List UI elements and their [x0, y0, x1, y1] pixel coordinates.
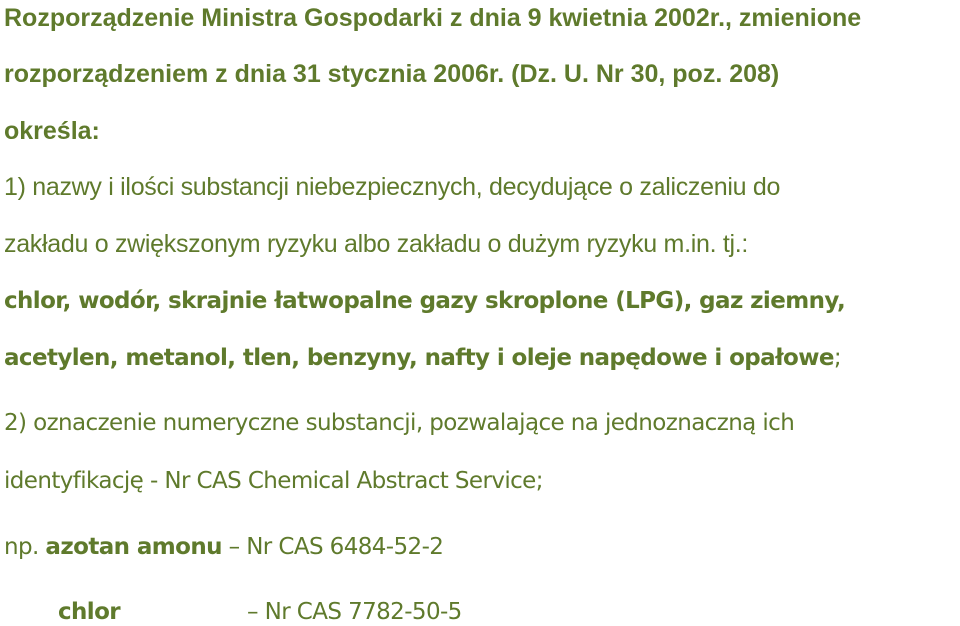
point-2-line-1: 2) oznaczenie numeryczne substancji, pozwalające na jednoznaczną ich [4, 410, 795, 436]
point-1-line-1: 1) nazwy i ilości substancji niebezpiecznych, decydujące o zaliczeniu do [4, 173, 781, 201]
heading-line-3: określa: [4, 117, 100, 145]
point-1-line-2: zakładu o zwiększonym ryzyku albo zakładu o dużym ryzyku m.in. tj.: [4, 230, 749, 258]
point-2-line-2: identyfikację - Nr CAS Chemical Abstract Service; [4, 468, 543, 494]
example-cas-2: – Nr CAS 7782-50-5 [247, 599, 462, 625]
example-row-2 [58, 601, 120, 624]
example-prefix: np. [4, 534, 39, 560]
heading-line-2: rozporządzeniem z dnia 31 stycznia 2006r. (Dz. U. Nr 30, poz. 208) [4, 60, 780, 88]
example-row-1 [4, 536, 443, 559]
substances-line-end: ; [833, 345, 842, 371]
example-cas-1: – Nr CAS 6484-52-2 [221, 534, 444, 560]
heading-line-1: Rozporządzenie Ministra Gospodarki z dnia 9 kwietnia 2002r., zmienione [4, 4, 862, 32]
example-name-1: azotan amonu [45, 534, 222, 560]
substances-list-text: acetylen, metanol, tlen, benzyny, nafty i oleje napędowe i opałowe [4, 345, 834, 371]
substances-line-1: chlor, wodór, skrajnie łatwopalne gazy skroplone (LPG), gaz ziemny, [4, 288, 846, 314]
substances-line-2 [4, 347, 841, 370]
example-name-2: chlor [58, 599, 121, 625]
